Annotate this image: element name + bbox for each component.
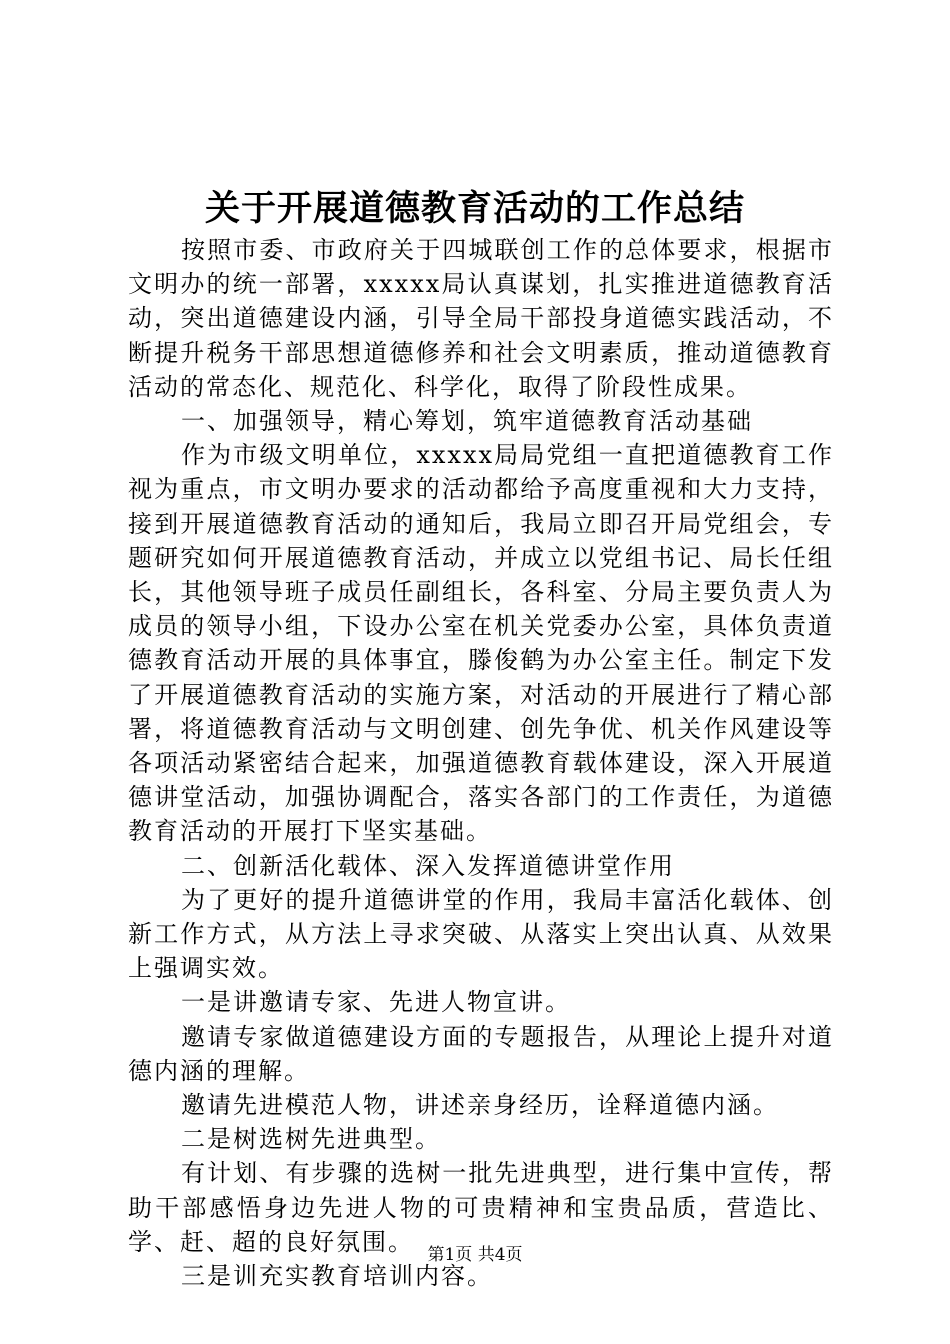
- section-heading-1: 一、加强领导，精心筹划，筑牢道德教育活动基础: [181, 407, 753, 436]
- section-1-paragraph: 作为市级文明单位，xxxxx局局党组一直把道德教育工作视为重点，市文明办要求的活动都给予高度重视和大力支持，接到开展道德教育活动的通知后，我局立即召开局党组会，专题研究如何开展道德教育活动，并成立以党组书记、局长任组长，其他领导班子成员任副组长，各科室、分局主要负责人为成员的领导小组，下设办公室在机关党委办公室，具体负责道德教育活动开展的具体事宜，滕俊鹤为办公室主任。制定下发了开展道德教育活动的实施方案，对活动的开展进行了精心部署，将道德教育活动与文明创建、创先争优、机关作风建设等各项活动紧密结合起来，加强道德教育载体建设，深入开展道德讲堂活动，加强协调配合，落实各部门的工作责任，为道德教育活动的开展打下坚实基础。: [128, 441, 834, 846]
- body-paragraph: 邀请专家做道德建设方面的专题报告，从理论上提升对道德内涵的理解。: [128, 1022, 834, 1085]
- intro-paragraph: 按照市委、市政府关于四城联创工作的总体要求，根据市文明办的统一部署，xxxxx局认真谋划，扎实推进道德教育活动，突出道德建设内涵，引导全局干部投身道德实践活动，不断提升税务干部思想道德修养和社会文明素质，推动道德教育活动的常态化、规范化、科学化，取得了阶段性成果。: [128, 236, 834, 401]
- body-paragraph: 有计划、有步骤的选树一批先进典型，进行集中宣传，帮助干部感悟身边先进人物的可贵精神和宝贵品质，营造比、学、赶、超的良好氛围。: [128, 1159, 834, 1256]
- section-2-paragraph: 为了更好的提升道德讲堂的作用，我局丰富活化载体、创新工作方式，从方法上寻求突破、从落实上突出认真、从效果上强调实效。: [128, 885, 834, 983]
- document-title: 关于开展道德教育活动的工作总结: [204, 188, 745, 229]
- page-number-footer: 第1页 共4页: [427, 1245, 523, 1265]
- subheading-2: 二是树选树先进典型。: [181, 1125, 441, 1154]
- body-paragraph: 邀请先进模范人物，讲述亲身经历，诠释道德内涵。: [181, 1091, 779, 1120]
- section-heading-2: 二、创新活化载体、深入发挥道德讲堂作用: [181, 851, 675, 880]
- document-body: [128, 233, 834, 1293]
- subheading-3: 三是训充实教育培训内容。: [181, 1262, 493, 1291]
- subheading-1: 一是讲邀请专家、先进人物宣讲。: [181, 988, 571, 1017]
